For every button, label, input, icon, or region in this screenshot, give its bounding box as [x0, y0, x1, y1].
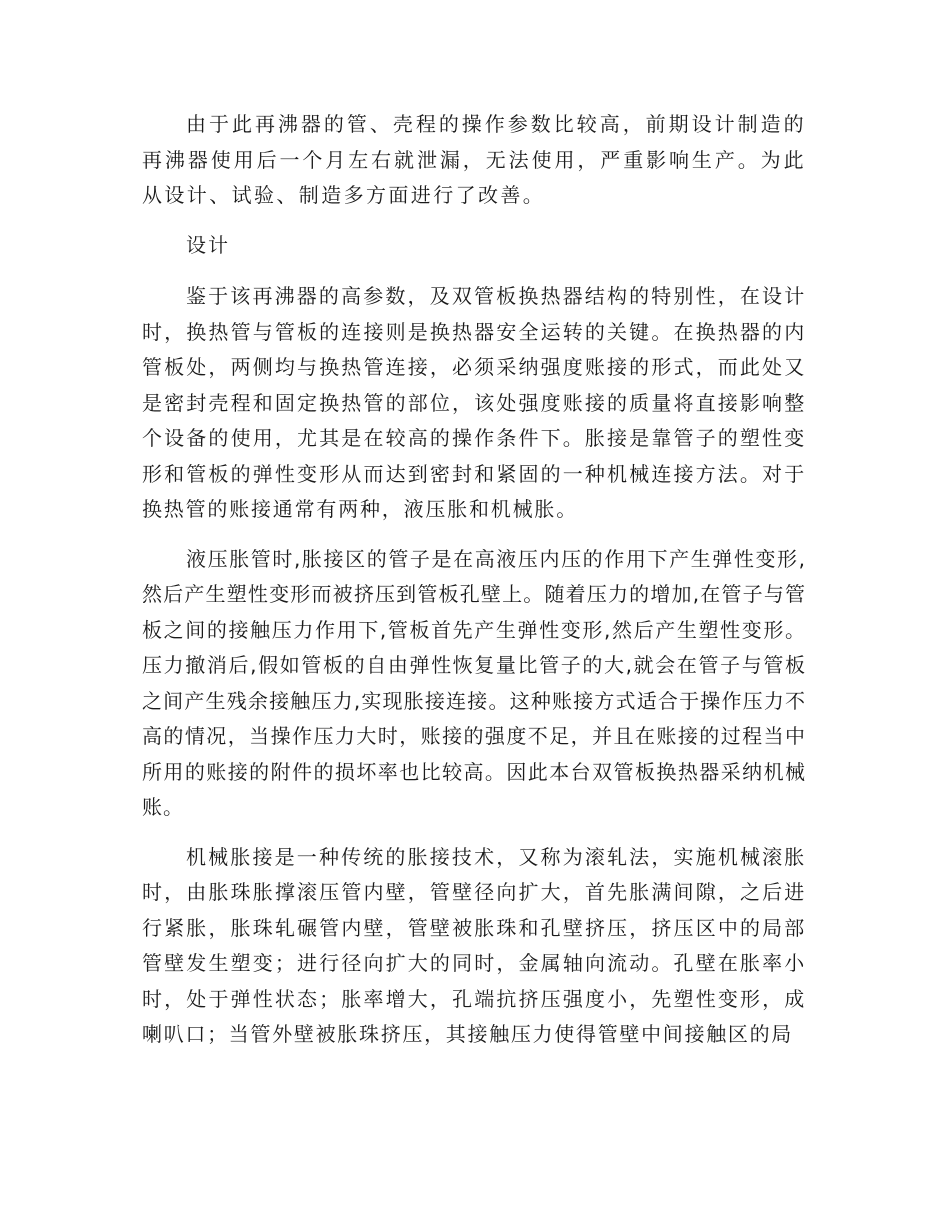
paragraph-hydraulic-expansion: 液压胀管时,胀接区的管子是在高液压内压的作用下产生弹性变形,然后产生塑性变形而被挤压到管板孔壁上。随着压力的增加,在管子与管板之间的接触压力作用下,管板首先产生弹性变形,然后产生塑性变形。压力撤消后,假如管板的自由弹性恢复量比管子的大,就会在管子与管板之间产生残余接触压力,实现胀接连接。这种账接方式适合于操作压力不高的情况，当操作压力大时，账接的强度不足，并且在账接的过程当中所用的账接的附件的损坏率也比较高。因此本台双管板换热器采纳机械账。 — [142, 546, 806, 819]
document-page — [142, 107, 806, 1067]
paragraph-mechanical-expansion: 机械胀接是一种传统的胀接技术，又称为滚轧法，实施机械滚胀时，由胀珠胀撑滚压管内壁，管壁径向扩大，首先胀满间隙，之后进行紧胀，胀珠轧碾管内壁，管壁被胀珠和孔壁挤压，挤压区中的局部管壁发生塑变；进行径向扩大的同时，金属轴向流动。孔壁在胀率小时，处于弹性状态；胀率增大，孔端抗挤压强度小，先塑性变形，成喇叭口；当管外壁被胀珠挤压，其接触压力使得管壁中间接触区的局 — [142, 844, 806, 1046]
paragraph-design: 鉴于该再沸器的高参数，及双管板换热器结构的特别性，在设计时，换热管与管板的连接则是换热器安全运转的关键。在换热器的内管板处，两侧均与换热管连接，必须采纳强度账接的形式，而此处又是密封壳程和固定换热管的部位，该处强度账接的质量将直接影响整个设备的使用，尤其是在较高的操作条件下。胀接是靠管子的塑性变形和管板的弹性变形从而达到密封和紧固的一种机械连接方法。对于换热管的账接通常有两种，液压胀和机械胀。 — [142, 284, 806, 521]
paragraph-intro: 由于此再沸器的管、壳程的操作参数比较高，前期设计制造的再沸器使用后一个月左右就泄漏，无法使用，严重影响生产。为此从设计、试验、制造多方面进行了改善。 — [142, 112, 806, 207]
section-heading-design: 设计 — [186, 232, 230, 257]
